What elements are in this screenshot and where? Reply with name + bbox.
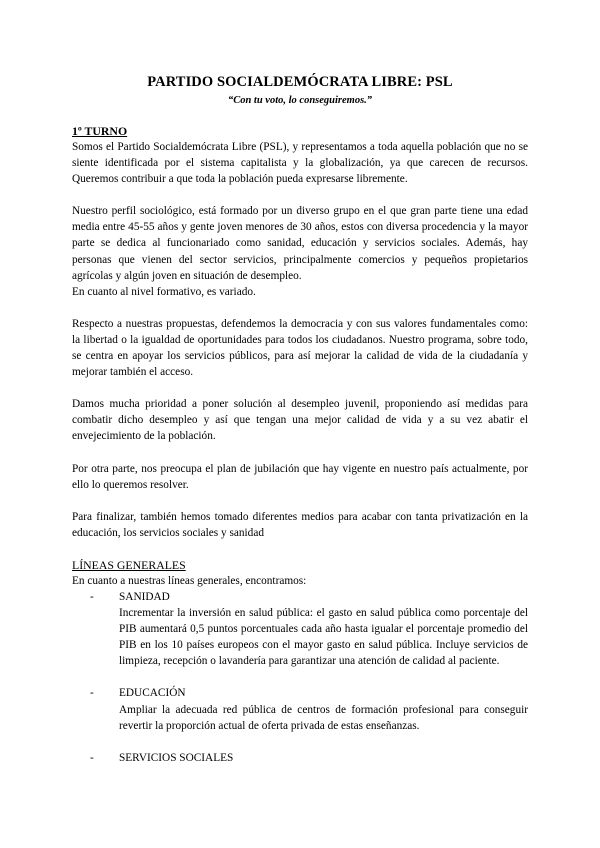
list-bullet: - [90,751,94,764]
paragraph-privatization: Para finalizar, también hemos tomado diferentes medios para acabar con tanta privatización en la educación, los servicios sociales y sanidad [72,510,528,539]
section-heading-lineas: LÍNEAS GENERALES [72,557,186,572]
paragraph-intro: Somos el Partido Socialdemócrata Libre (PSL), y representamos a toda aquella población que no se siente identificada por el sistema capitalista y la globalización, ya que carecen de recursos. Queremos contribuir a que toda la población pueda expresarse libremente. [72,141,528,186]
list-item-title: EDUCACIÓN [119,687,186,700]
paragraph-education-level: En cuanto al nivel formativo, es variado. [72,285,256,298]
paragraph-profile: Nuestro perfil sociológico, está formado por un diverso grupo en el que gran parte tiene una edad media entre 45-55 años y gente joven menores de 30 años, estos con diversa procedencia y la mayor parte se dedica al funcionariado como sanidad, educación y servicios sociales. Además, hay personas que vienen del sector servicios, principalmente comercios y pequeños propietarios agrícolas y algún joven en situación de desempleo. [72,205,528,282]
list-item-servicios-sociales [72,750,528,766]
lineas-intro: En cuanto a nuestras líneas generales, encontramos: [72,574,307,587]
list-bullet: - [90,590,94,603]
section-heading-turno: 1º TURNO [72,124,128,138]
list-item-sanidad [72,589,528,669]
list-item-educacion [72,685,528,733]
document-title: PARTIDO SOCIALDEMÓCRATA LIBRE: PSL [147,74,453,90]
document-page [72,74,528,766]
list-bullet: - [90,687,94,700]
list-item-text: Incrementar la inversión en salud pública: el gasto en salud pública como porcentaje del PIB aumentará 0,5 puntos porcentuales cada año hasta igualar el porcentaje promedio del PIB en los 10 países europeos con el mayor gasto en salud pública. Incluye servicios de limpieza, recepción o lavandería para garantizar una atención de calidad al paciente. [119,607,528,668]
paragraph-proposals: Respecto a nuestras propuestas, defendemos la democracia y con sus valores fundamentales como: la libertad o la igualdad de oportunidades para todos los ciudadanos. Nuestro programa, sobre todo, se centra en apoyar los servicios públicos, para así mejorar la calidad de vida de la ciudadanía y mejorar también el acceso. [72,317,528,379]
paragraph-unemployment: Damos mucha prioridad a poner solución al desempleo juvenil, proponiendo así medidas para combatir dicho desempleo y así que tengan una mejor calidad de vida y a su vez abatir el envejecimiento de la población. [72,398,528,443]
list-item-title: SERVICIOS SOCIALES [119,751,234,764]
list-item-title: SANIDAD [119,590,170,603]
party-motto: “Con tu voto, lo conseguiremos.” [227,95,373,106]
list-item-text: Ampliar la adecuada red pública de centros de formación profesional para conseguir revertir la proporción actual de oferta privada de estas enseñanzas. [119,703,528,732]
paragraph-retirement: Por otra parte, nos preocupa el plan de jubilación que hay vigente en nuestro país actualmente, por ello lo queremos resolver. [72,462,528,491]
